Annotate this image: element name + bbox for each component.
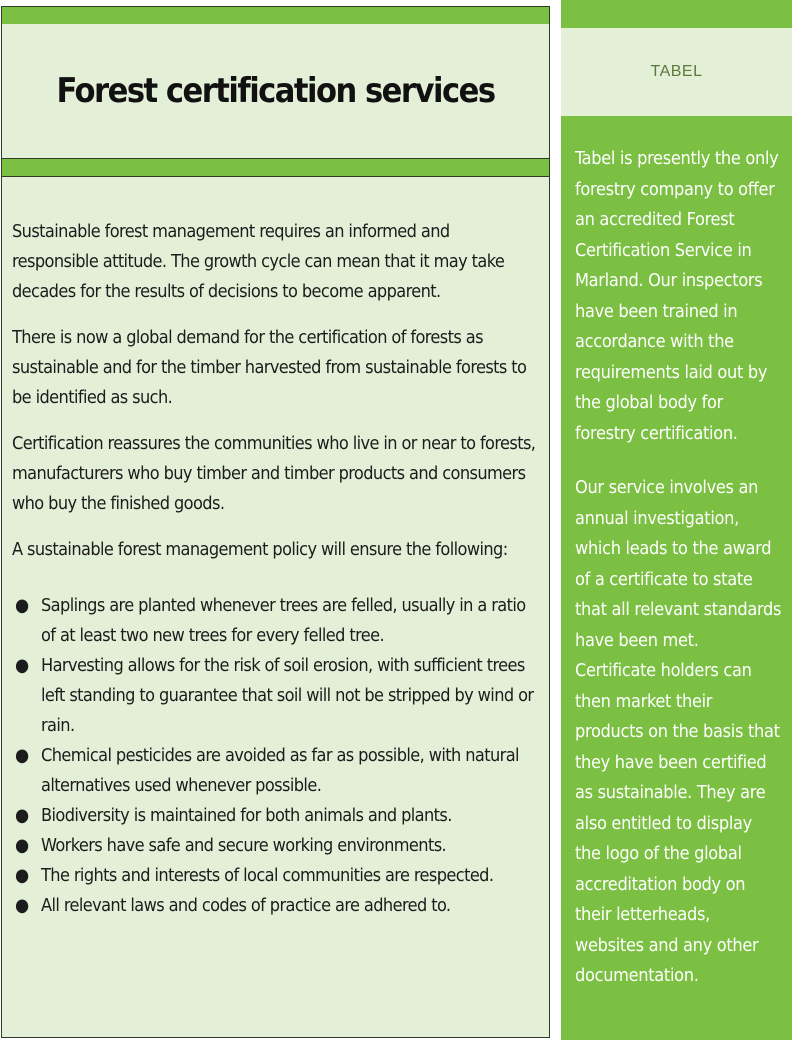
bullet-icon: ● <box>15 805 29 826</box>
list-item <box>12 861 539 891</box>
body-text <box>2 177 549 921</box>
list-item-text: The rights and interests of local communities are respected. <box>41 865 494 886</box>
list-item-text: Biodiversity is maintained for both animals and plants. <box>41 805 452 826</box>
bullet-icon: ● <box>15 745 29 766</box>
sidebar <box>561 0 792 1040</box>
sidebar-top-bar <box>561 0 792 28</box>
list-item-text: Chemical pesticides are avoided as far as possible, with natural alternatives used whenever possible. <box>41 745 519 796</box>
list-item <box>12 801 539 831</box>
list-item <box>12 651 539 741</box>
bullet-icon: ● <box>15 655 29 676</box>
bullet-icon: ● <box>15 595 29 616</box>
list-item <box>12 741 539 801</box>
sidebar-paragraph: Tabel is presently the only forestry company to offer an accredited Forest Certification Service in Marland. Our inspectors have been trained in accordance with the requirements laid out by the global body for forestry certification. <box>575 148 779 444</box>
sidebar-paragraph: Our service involves an annual investigation, which leads to the award of a certificate to state that all relevant standards have been met. Certificate holders can then market their products on the basis that they have been certified as sustainable. They are also entitled to display the logo of the global accreditation body on their letterheads, websites and any other documentation. <box>575 477 782 986</box>
list-item-text: Workers have safe and secure working environments. <box>41 835 447 856</box>
list-item <box>12 891 539 921</box>
top-green-bar <box>1 6 550 25</box>
sidebar-header <box>561 28 792 116</box>
bullet-icon: ● <box>15 895 29 916</box>
list-item-text: Harvesting allows for the risk of soil erosion, with sufficient trees left standing to guarantee that soil will not be stripped by wind or rain. <box>41 655 534 736</box>
sidebar-heading: TABEL <box>650 63 703 80</box>
sidebar-body <box>561 116 792 1040</box>
paragraph: Sustainable forest management requires an informed and responsible attitude. The growth cycle can mean that it may take decades for the results of decisions to become apparent. <box>12 221 505 302</box>
policy-list <box>12 591 539 921</box>
divider-green-bar <box>1 158 550 177</box>
title-box <box>1 24 550 158</box>
sidebar-text <box>561 116 792 992</box>
list-item-text: All relevant laws and codes of practice are adhered to. <box>41 895 451 916</box>
body-box <box>1 177 550 1038</box>
paragraph: Certification reassures the communities who live in or near to forests, manufacturers who buy timber and timber products and consumers who buy the finished goods. <box>12 433 536 514</box>
list-item <box>12 831 539 861</box>
list-item-text: Saplings are planted whenever trees are felled, usually in a ratio of at least two new trees for every felled tree. <box>41 595 526 646</box>
bullet-icon: ● <box>15 865 29 886</box>
page-title: Forest certification services <box>56 71 495 111</box>
list-item <box>12 591 539 651</box>
paragraph: There is now a global demand for the certification of forests as sustainable and for the timber harvested from sustainable forests to be identified as such. <box>12 327 527 408</box>
paragraph: A sustainable forest management policy will ensure the following: <box>12 539 508 560</box>
bullet-icon: ● <box>15 835 29 856</box>
